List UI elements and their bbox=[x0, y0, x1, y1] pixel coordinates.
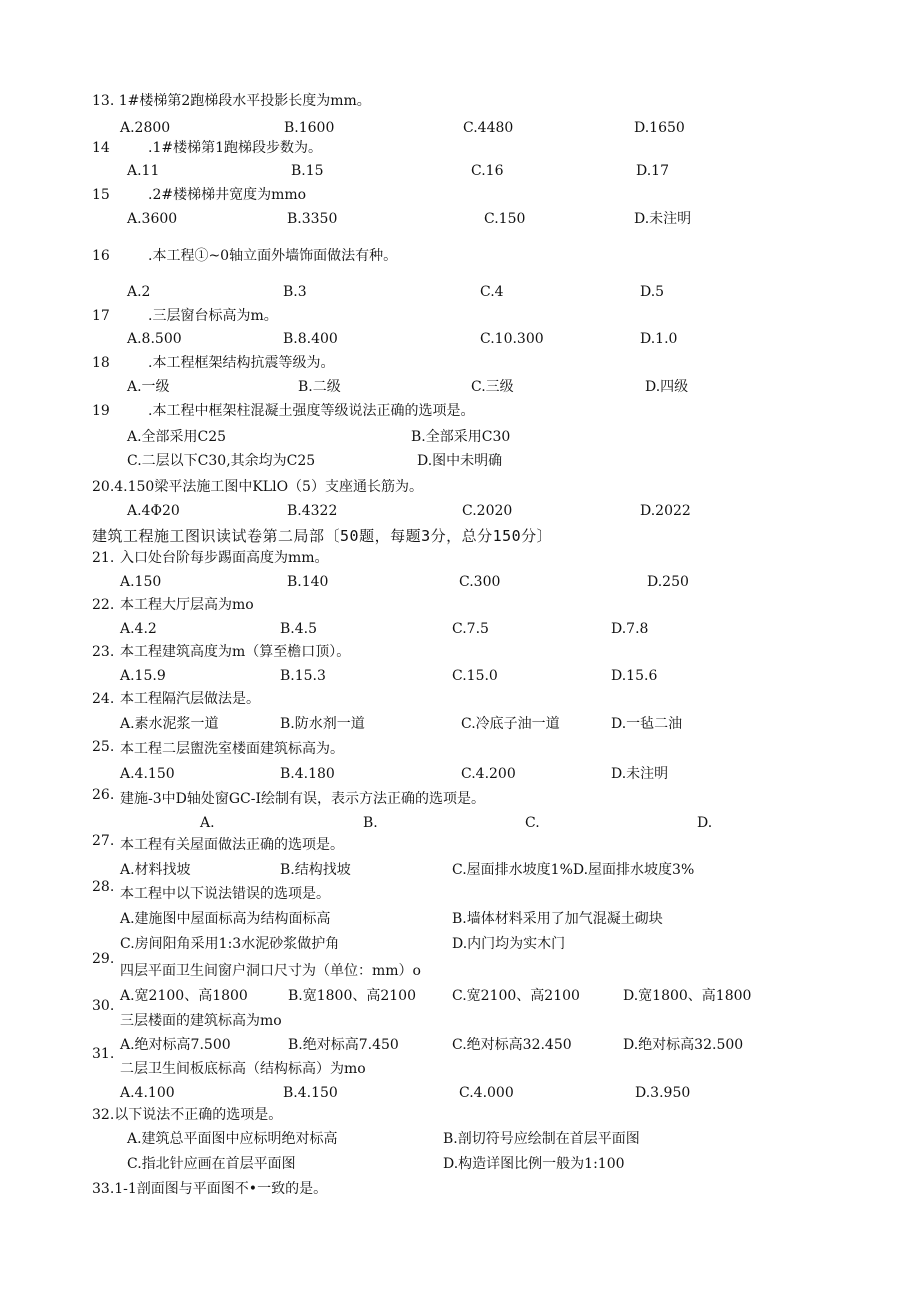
q20-option-d: D.2022 bbox=[640, 503, 691, 519]
q20-option-b: B.4322 bbox=[287, 503, 338, 519]
q32-option-c: C.指北针应画在首层平面图 bbox=[127, 1156, 296, 1172]
q29-option-c: C.宽2100、高2100 bbox=[452, 988, 580, 1004]
q26-option-d: D. bbox=[697, 815, 713, 831]
question-20-stem: 20.4.150梁平法施工图中KLlO（5）支座通长筋为。 bbox=[92, 479, 423, 495]
question-27-stem: 本工程有关屋面做法正确的选项是。 bbox=[120, 837, 344, 853]
question-30-stem: 三层楼面的建筑标高为mo bbox=[120, 1013, 282, 1029]
question-28-number: 28. bbox=[92, 879, 115, 895]
q18-option-b: B.二级 bbox=[298, 379, 341, 395]
question-18-stem: .本工程框架结构抗震等级为。 bbox=[148, 355, 335, 371]
q16-option-c: C.4 bbox=[480, 284, 504, 300]
q13-option-c: C.4480 bbox=[463, 120, 514, 136]
q26-option-c: C. bbox=[525, 815, 540, 831]
q20-option-c: C.2020 bbox=[462, 503, 513, 519]
question-17-number: 17 bbox=[92, 308, 110, 324]
q30-option-d: D.绝对标高32.500 bbox=[623, 1037, 744, 1053]
q31-option-b: B.4.150 bbox=[283, 1085, 338, 1101]
q17-option-c: C.10.300 bbox=[480, 331, 544, 347]
question-26-number: 26. bbox=[92, 787, 115, 803]
question-29-stem: 四层平面卫生间窗户洞口尺寸为（单位：mm）o bbox=[120, 963, 421, 979]
question-13-stem: 13. 1#楼梯第2跑梯段水平投影长度为mm。 bbox=[92, 93, 371, 109]
question-27-number: 27. bbox=[92, 833, 115, 849]
q15-option-c: C.150 bbox=[484, 211, 526, 227]
question-17-stem: .三层窗台标高为m。 bbox=[148, 308, 278, 324]
q14-option-b: B.15 bbox=[291, 163, 324, 179]
q27-option-a: A.材料找坡 bbox=[120, 862, 191, 878]
q23-option-c: C.15.0 bbox=[452, 668, 498, 684]
q14-option-c: C.16 bbox=[471, 163, 504, 179]
q24-option-d: D.一毡二油 bbox=[611, 716, 683, 732]
question-16-number: 16 bbox=[92, 248, 110, 264]
q32-option-b: B.剖切符号应绘制在首层平面图 bbox=[443, 1131, 640, 1147]
q27-option-b: B.结构找坡 bbox=[280, 862, 351, 878]
q16-option-b: B.3 bbox=[283, 284, 307, 300]
question-18-number: 18 bbox=[92, 355, 110, 371]
q31-option-c: C.4.000 bbox=[459, 1085, 514, 1101]
question-21-number: 21. bbox=[92, 550, 115, 566]
q24-option-c: C.冷底子油一道 bbox=[461, 716, 560, 732]
q25-option-d: D.未注明 bbox=[611, 766, 669, 782]
q17-option-d: D.1.0 bbox=[640, 331, 678, 347]
q25-option-c: C.4.200 bbox=[461, 766, 516, 782]
q23-option-b: B.15.3 bbox=[280, 668, 326, 684]
q21-option-b: B.140 bbox=[287, 574, 329, 590]
q15-option-b: B.3350 bbox=[287, 211, 338, 227]
q22-option-c: C.7.5 bbox=[452, 621, 489, 637]
q17-option-a: A.8.500 bbox=[127, 331, 182, 347]
q23-option-d: D.15.6 bbox=[611, 668, 658, 684]
q29-option-a: A.宽2100、高1800 bbox=[120, 988, 248, 1004]
q31-option-d: D.3.950 bbox=[635, 1085, 691, 1101]
q19-option-b: B.全部采用C30 bbox=[411, 429, 511, 445]
question-28-stem: 本工程中以下说法错误的选项是。 bbox=[120, 886, 330, 902]
q30-option-b: B.绝对标高7.450 bbox=[288, 1037, 399, 1053]
q13-option-a: A.2800 bbox=[120, 120, 171, 136]
question-31-number: 31. bbox=[92, 1046, 115, 1062]
q32-option-a: A.建筑总平面图中应标明绝对标高 bbox=[127, 1131, 338, 1147]
question-29-number: 29. bbox=[92, 951, 115, 967]
q31-option-a: A.4.100 bbox=[120, 1085, 175, 1101]
q19-option-a: A.全部采用C25 bbox=[127, 429, 227, 445]
q30-option-c: C.绝对标高32.450 bbox=[452, 1037, 572, 1053]
question-30-number: 30. bbox=[92, 998, 115, 1014]
q18-option-a: A.一级 bbox=[127, 379, 170, 395]
q25-option-b: B.4.180 bbox=[280, 766, 335, 782]
q16-option-a: A.2 bbox=[127, 284, 151, 300]
q21-option-a: A.150 bbox=[120, 574, 162, 590]
question-22-stem: 本工程大厅层高为mo bbox=[120, 597, 254, 613]
q27-option-cd: C.屋面排水坡度1%D.屋面排水坡度3% bbox=[452, 862, 695, 878]
q15-option-a: A.3600 bbox=[127, 211, 178, 227]
question-16-stem: .本工程①~0轴立面外墙饰面做法有种。 bbox=[148, 248, 398, 264]
question-24-number: 24. bbox=[92, 691, 115, 707]
q19-option-d: D.图中未明确 bbox=[417, 453, 503, 469]
question-14-number: 14 bbox=[92, 140, 110, 156]
q16-option-d: D.5 bbox=[640, 284, 665, 300]
question-25-stem: 本工程二层盥洗室楼面建筑标高为。 bbox=[120, 741, 344, 757]
q15-option-d: D.未注明 bbox=[634, 211, 692, 227]
q26-option-a: A. bbox=[200, 815, 215, 831]
q13-option-d: D.1650 bbox=[634, 120, 685, 136]
question-26-stem: 建施-3中D轴处窗GC-I绘制有误，表示方法正确的选项是。 bbox=[120, 791, 486, 807]
question-14-stem: .1#楼梯第1跑梯段步数为。 bbox=[148, 140, 322, 156]
q28-option-c: C.房间阳角采用1:3水泥砂浆做护角 bbox=[120, 936, 340, 952]
question-23-stem: 本工程建筑高度为m（算至檐口顶）。 bbox=[120, 644, 351, 660]
question-25-number: 25. bbox=[92, 739, 115, 755]
q22-option-b: B.4.5 bbox=[280, 621, 318, 637]
question-24-stem: 本工程隔汽层做法是。 bbox=[120, 691, 260, 707]
q24-option-b: B.防水剂一道 bbox=[280, 716, 365, 732]
q25-option-a: A.4.150 bbox=[120, 766, 175, 782]
q26-option-b: B. bbox=[363, 815, 378, 831]
q23-option-a: A.15.9 bbox=[120, 668, 166, 684]
q29-option-b: B.宽1800、高2100 bbox=[288, 988, 416, 1004]
question-22-number: 22. bbox=[92, 597, 115, 613]
question-31-stem: 二层卫生间板底标高（结构标高）为mo bbox=[120, 1061, 366, 1077]
question-23-number: 23. bbox=[92, 644, 115, 660]
q22-option-a: A.4.2 bbox=[120, 621, 157, 637]
section-heading: 建筑工程施工图识读试卷第二局部〔50题，每题3分，总分150分〕 bbox=[92, 527, 553, 545]
q29-option-d: D.宽1800、高1800 bbox=[623, 988, 752, 1004]
q28-option-d: D.内门均为实木门 bbox=[452, 936, 566, 952]
question-33-stem: 33.1-1剖面图与平面图不•一致的是。 bbox=[92, 1181, 328, 1197]
q30-option-a: A.绝对标高7.500 bbox=[120, 1037, 231, 1053]
q13-option-b: B.1600 bbox=[284, 120, 335, 136]
q28-option-a: A.建施图中屋面标高为结构面标高 bbox=[120, 911, 331, 927]
q19-option-c: C.二层以下C30,其余均为C25 bbox=[127, 453, 316, 469]
q28-option-b: B.墙体材料采用了加气混凝土砌块 bbox=[452, 911, 663, 927]
question-15-stem: .2#楼梯梯井宽度为mmo bbox=[148, 187, 307, 203]
q24-option-a: A.素水泥浆一道 bbox=[120, 716, 219, 732]
q20-option-a: A.4Φ20 bbox=[127, 503, 180, 519]
q18-option-c: C.三级 bbox=[471, 379, 514, 395]
q32-option-d: D.构造详图比例一般为1:100 bbox=[443, 1156, 625, 1172]
q21-option-c: C.300 bbox=[459, 574, 501, 590]
q18-option-d: D.四级 bbox=[645, 379, 689, 395]
q17-option-b: B.8.400 bbox=[283, 331, 338, 347]
question-21-stem: 入口处台阶每步踢面高度为mm。 bbox=[120, 550, 329, 566]
question-19-stem: .本工程中框架柱混凝土强度等级说法正确的选项是。 bbox=[148, 403, 475, 419]
q14-option-a: A.11 bbox=[127, 163, 160, 179]
q14-option-d: D.17 bbox=[636, 163, 669, 179]
q21-option-d: D.250 bbox=[647, 574, 689, 590]
question-15-number: 15 bbox=[92, 187, 110, 203]
question-19-number: 19 bbox=[92, 403, 110, 419]
q22-option-d: D.7.8 bbox=[611, 621, 649, 637]
question-32-stem: 32.以下说法不正确的选项是。 bbox=[92, 1107, 283, 1123]
